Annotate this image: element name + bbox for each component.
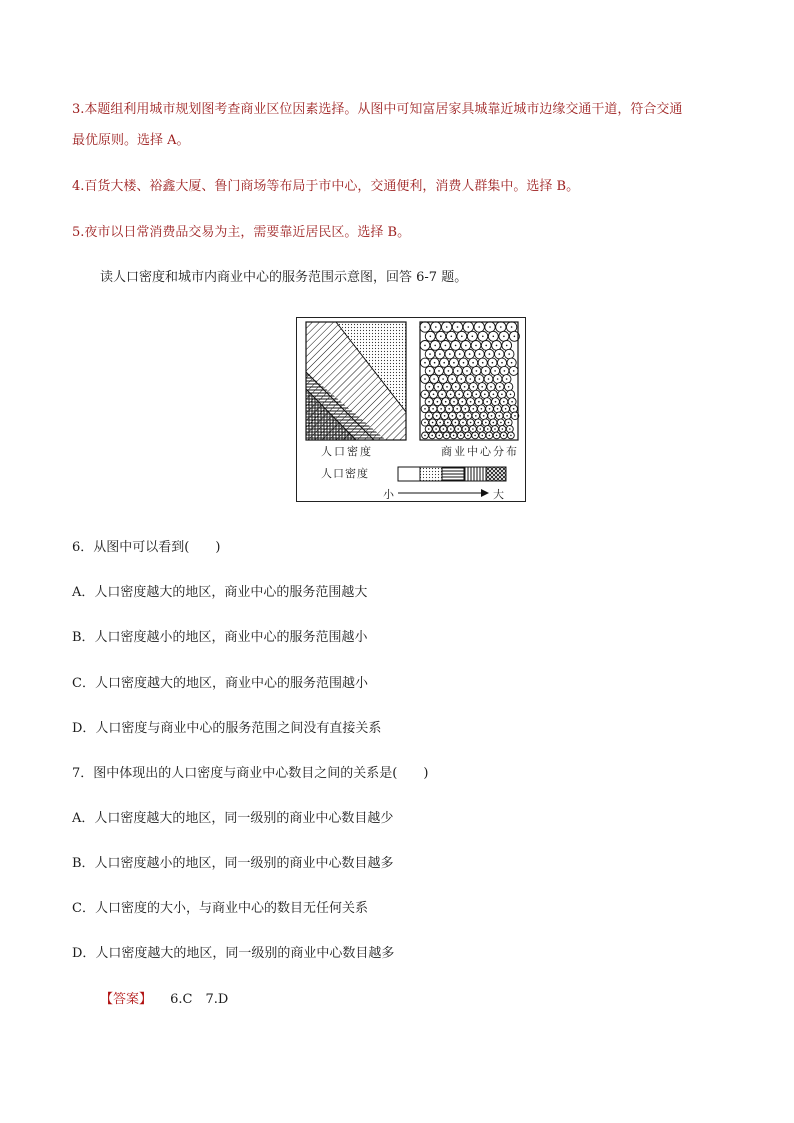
center-dot xyxy=(485,421,487,423)
center-dot xyxy=(434,344,436,346)
center-dot xyxy=(488,434,490,436)
center-dot xyxy=(492,393,494,395)
center-dot xyxy=(462,361,464,363)
center-dot xyxy=(442,428,444,430)
center-dot xyxy=(447,421,449,423)
center-dot xyxy=(449,353,451,355)
center-dot xyxy=(486,428,488,430)
center-dot xyxy=(432,393,434,395)
center-dot xyxy=(474,434,476,436)
center-dot xyxy=(488,408,490,410)
center-dot xyxy=(488,353,490,355)
center-dot xyxy=(429,335,431,337)
center-dot xyxy=(503,370,505,372)
legend-large-label: 大 xyxy=(493,488,504,501)
center-dot xyxy=(453,361,455,363)
answer-line xyxy=(100,991,228,1009)
question-6-stem: 6．从图中可以看到( ) xyxy=(72,540,221,555)
answer-label: 【答案】 xyxy=(100,992,153,1007)
center-dot xyxy=(452,434,454,436)
center-dot xyxy=(424,326,426,328)
center-dot xyxy=(477,421,479,423)
question-6-option-c: C．人口密度越大的地区，商业中心的服务范围越小 xyxy=(72,676,368,691)
center-dot xyxy=(466,393,468,395)
analysis-q3-line1: 3.本题组利用城市规划图考查商业区位因素选择。从图中可知富居家具城靠近城市边缘交通干道，符合交通 xyxy=(72,102,683,117)
center-dot xyxy=(431,421,433,423)
center-dot xyxy=(466,370,468,372)
center-dot xyxy=(490,386,492,388)
question-6-option-a: A．人口密度越大的地区，商业中心的服务范围越大 xyxy=(72,585,368,600)
center-dot xyxy=(484,393,486,395)
center-dot xyxy=(472,428,474,430)
center-dot xyxy=(444,344,446,346)
center-dot xyxy=(505,344,507,346)
question-7-option-a: A．人口密度越大的地区，同一级别的商业中心数目越少 xyxy=(72,811,394,826)
center-dot xyxy=(461,335,463,337)
center-dot xyxy=(472,408,474,410)
center-dot xyxy=(498,415,500,417)
center-dot xyxy=(449,393,451,395)
center-dot xyxy=(459,415,461,417)
analysis-q4: 4.百货大楼、裕鑫大厦、鲁门商场等布局于市中心，交通便利，消费人群集中。选择 B。 xyxy=(72,179,580,194)
center-dot xyxy=(453,400,455,402)
commercial-center-cells xyxy=(419,321,519,438)
center-dot xyxy=(478,378,480,380)
center-dot xyxy=(492,421,494,423)
center-dot xyxy=(424,393,426,395)
center-dot xyxy=(480,408,482,410)
center-dot xyxy=(482,335,484,337)
center-dot xyxy=(428,415,430,417)
center-dot xyxy=(498,353,500,355)
center-dot xyxy=(469,400,471,402)
center-dot xyxy=(475,393,477,395)
center-dot xyxy=(475,415,477,417)
center-dot xyxy=(503,335,505,337)
center-dot xyxy=(442,378,444,380)
center-dot xyxy=(454,344,456,346)
right-panel-caption: 商业中心分布 xyxy=(441,445,519,458)
center-dot xyxy=(433,378,435,380)
center-dot xyxy=(450,335,452,337)
center-dot xyxy=(435,326,437,328)
center-dot xyxy=(450,428,452,430)
center-dot xyxy=(472,386,474,388)
question-7-option-b: B．人口密度越小的地区，同一级别的商业中心数目越多 xyxy=(72,856,394,871)
center-dot xyxy=(440,335,442,337)
question-7-stem: 7．图中体现出的人口密度与商业中心数目之间的关系是( ) xyxy=(72,766,429,781)
center-dot xyxy=(428,386,430,388)
left-panel-caption: 人口密度 xyxy=(321,445,373,458)
center-dot xyxy=(475,370,477,372)
population-commerce-figure xyxy=(296,317,526,502)
center-dot xyxy=(494,370,496,372)
center-dot xyxy=(435,415,437,417)
question-6-option-d: D．人口密度与商业中心的服务范围之间没有直接关系 xyxy=(72,721,382,736)
center-dot xyxy=(464,408,466,410)
center-dot xyxy=(439,421,441,423)
density-legend xyxy=(398,467,506,497)
center-dot xyxy=(424,378,426,380)
center-dot xyxy=(512,370,514,372)
question-7-option-c: C．人口密度的大小，与商业中心的数目无任何关系 xyxy=(72,901,368,916)
center-dot xyxy=(495,344,497,346)
center-dot xyxy=(494,400,496,402)
center-dot xyxy=(489,326,491,328)
center-dot xyxy=(458,393,460,395)
center-dot xyxy=(446,386,448,388)
center-dot xyxy=(439,353,441,355)
center-dot xyxy=(492,335,494,337)
center-dot xyxy=(424,421,426,423)
center-dot xyxy=(496,408,498,410)
legend-label: 人口密度 xyxy=(321,467,369,480)
center-dot xyxy=(475,344,477,346)
center-dot xyxy=(464,428,466,430)
center-dot xyxy=(454,421,456,423)
center-dot xyxy=(463,386,465,388)
center-dot xyxy=(509,393,511,395)
center-dot xyxy=(512,408,514,410)
center-dot xyxy=(460,378,462,380)
center-dot xyxy=(481,434,483,436)
center-dot xyxy=(511,400,513,402)
center-dot xyxy=(467,415,469,417)
center-dot xyxy=(485,344,487,346)
center-dot xyxy=(486,400,488,402)
center-dot xyxy=(461,400,463,402)
center-dot xyxy=(424,434,426,436)
center-dot xyxy=(496,378,498,380)
center-dot xyxy=(447,370,449,372)
center-dot xyxy=(440,408,442,410)
center-dot xyxy=(465,344,467,346)
center-dot xyxy=(457,428,459,430)
center-dot xyxy=(441,393,443,395)
center-dot xyxy=(478,353,480,355)
center-dot xyxy=(438,434,440,436)
center-dot xyxy=(481,361,483,363)
center-dot xyxy=(502,434,504,436)
center-dot xyxy=(468,353,470,355)
center-dot xyxy=(437,386,439,388)
analysis-q5: 5.夜市以日常消费品交易为主，需要靠近居民区。选择 B。 xyxy=(72,225,411,240)
center-dot xyxy=(429,353,431,355)
center-dot xyxy=(456,408,458,410)
center-dot xyxy=(513,335,515,337)
center-dot xyxy=(494,428,496,430)
center-dot xyxy=(501,393,503,395)
center-dot xyxy=(478,326,480,328)
center-dot xyxy=(428,400,430,402)
center-dot xyxy=(491,361,493,363)
center-dot xyxy=(514,415,516,417)
center-dot xyxy=(481,386,483,388)
center-dot xyxy=(479,428,481,430)
center-dot xyxy=(471,335,473,337)
center-dot xyxy=(467,434,469,436)
center-dot xyxy=(455,386,457,388)
center-dot xyxy=(431,434,433,436)
center-dot xyxy=(507,421,509,423)
center-dot xyxy=(482,415,484,417)
center-dot xyxy=(424,408,426,410)
center-dot xyxy=(484,370,486,372)
center-dot xyxy=(509,428,511,430)
center-dot xyxy=(436,400,438,402)
center-dot xyxy=(510,361,512,363)
center-dot xyxy=(427,428,429,430)
center-dot xyxy=(438,370,440,372)
figure-intro: 读人口密度和城市内商业中心的服务范围示意图，回答 6-7 题。 xyxy=(100,270,468,285)
center-dot xyxy=(501,428,503,430)
center-dot xyxy=(478,400,480,402)
center-dot xyxy=(424,344,426,346)
center-dot xyxy=(445,326,447,328)
center-dot xyxy=(508,353,510,355)
center-dot xyxy=(495,434,497,436)
center-dot xyxy=(458,353,460,355)
center-dot xyxy=(467,326,469,328)
center-dot xyxy=(503,400,505,402)
center-dot xyxy=(469,378,471,380)
center-dot xyxy=(435,428,437,430)
center-dot xyxy=(490,415,492,417)
center-dot xyxy=(510,326,512,328)
center-dot xyxy=(500,326,502,328)
center-dot xyxy=(507,386,509,388)
center-dot xyxy=(428,370,430,372)
legend-small-label: 小 xyxy=(383,488,394,501)
center-dot xyxy=(433,361,435,363)
center-dot xyxy=(448,408,450,410)
center-dot xyxy=(500,421,502,423)
center-dot xyxy=(472,361,474,363)
center-dot xyxy=(443,361,445,363)
center-dot xyxy=(443,415,445,417)
center-dot xyxy=(445,434,447,436)
question-6-option-b: B．人口密度越小的地区，商业中心的服务范围越小 xyxy=(72,630,368,645)
center-dot xyxy=(501,361,503,363)
center-dot xyxy=(469,421,471,423)
center-dot xyxy=(451,415,453,417)
density-zones xyxy=(306,322,406,457)
center-dot xyxy=(510,434,512,436)
center-dot xyxy=(451,378,453,380)
center-dot xyxy=(504,408,506,410)
center-dot xyxy=(462,421,464,423)
answer-text: 6.C 7.D xyxy=(170,992,229,1007)
center-dot xyxy=(432,408,434,410)
analysis-q3-line2: 最优原则。选择 A。 xyxy=(72,133,190,148)
center-dot xyxy=(487,378,489,380)
center-dot xyxy=(444,400,446,402)
center-dot xyxy=(460,434,462,436)
center-dot xyxy=(424,361,426,363)
center-dot xyxy=(505,378,507,380)
center-dot xyxy=(499,386,501,388)
center-dot xyxy=(456,326,458,328)
center-dot xyxy=(456,370,458,372)
question-7-option-d: D．人口密度越大的地区，同一级别的商业中心数目越多 xyxy=(72,946,395,961)
center-dot xyxy=(506,415,508,417)
